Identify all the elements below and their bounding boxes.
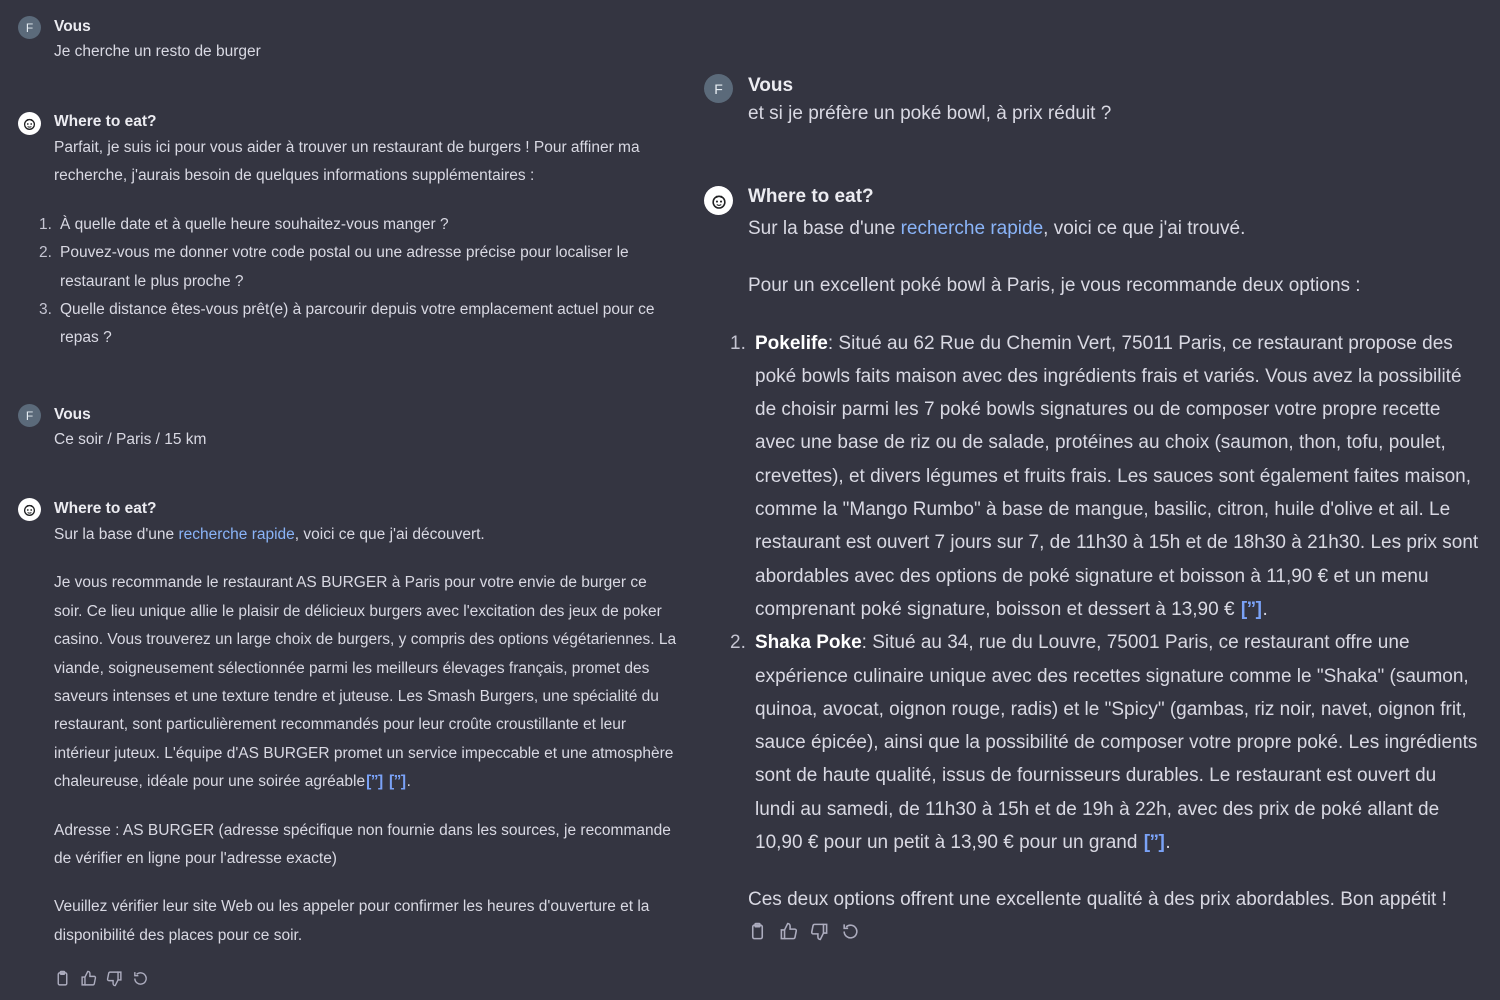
thumbs-up-icon xyxy=(779,922,798,941)
clipboard-icon xyxy=(54,970,71,987)
regenerate-button[interactable] xyxy=(132,970,149,987)
regenerate-button[interactable] xyxy=(841,922,860,941)
message-text: et si je préfère un poké bowl, à prix réduit ? xyxy=(748,103,1112,124)
thumbs-up-button[interactable] xyxy=(80,970,97,987)
citation-link[interactable]: [”] xyxy=(366,773,383,791)
refresh-icon xyxy=(841,922,860,941)
thumbs-up-button[interactable] xyxy=(779,922,798,941)
closing-paragraph: Ces deux options offrent une excellente qualité à des prix abordables. Bon appétit ! xyxy=(748,889,1447,911)
restaurant-list xyxy=(730,327,1480,860)
list-item: 1. À quelle date et à quelle heure souhaitez-vous manger ? xyxy=(39,215,449,233)
message-intro: Pour un excellent poké bowl à Paris, je vous recommande deux options : xyxy=(748,275,1361,297)
message-lead: Sur la base d'une recherche rapide, voici ce que j'ai trouvé. xyxy=(748,218,1246,239)
citation-link[interactable]: [”] xyxy=(1143,832,1165,854)
sender-name: Vous xyxy=(54,18,91,35)
thumbs-down-icon xyxy=(106,970,123,987)
thumbs-down-icon xyxy=(810,922,829,941)
list-item: 2. Shaka Poke: Situé au 34, rue du Louvre, 75001 Paris, ce restaurant offre une expérience culinaire unique avec des recettes signature comme le "Shaka" (saumon, quinoa, avocat, oignon rouge, radis) et le "Spicy" (gambas, riz noir, navet, oignon frit, sauce épicée), ainsi que la possibilité de composer votre propre poké. Les ingrédients sont de haute qualité, issus de fournisseurs durables. Le restaurant est ouvert du lundi au samedi, de 11h30 à 15h et de 19h à 22h, avec des prix de poké allant de 10,90 € pour un petit à 13,90 € pour un grand [”]. xyxy=(748,626,1480,859)
list-item: 1. Pokelife: Situé au 62 Rue du Chemin Vert, 75011 Paris, ce restaurant propose des poké bowls faits maison avec des ingrédients frais et variés. Vous avez la possibilité de choisir parmi les 7 poké bowls signatures ou de composer votre propre recette avec une base de riz ou de salade, protéines au choix (saumon, thon, tofu, poulet, crevettes), et divers légumes et fruits frais. Les sauces sont également faites maison, comme la "Mango Rumbo" à base de mangue, basilic, citron, huile d'olive et ail. Le restaurant est ouvert 7 jours sur 7, de 11h30 à 15h et de 18h30 à 21h30. Les prix sont abordables avec des options de poké signature et boisson à 11,90 € et un menu comprenant poké signature, boisson et dessert à 13,90 € [”]. xyxy=(748,327,1480,627)
list-item: 3. Quelle distance êtes-vous prêt(e) à parcourir depuis votre emplacement actuel pour ce repas ? xyxy=(39,301,655,347)
sender-name: Where to eat? xyxy=(54,500,157,517)
search-link[interactable]: recherche rapide xyxy=(900,218,1044,239)
thumbs-up-icon xyxy=(80,970,97,987)
question-list xyxy=(39,211,679,353)
message-body xyxy=(39,134,679,353)
bot-avatar xyxy=(18,498,41,521)
citation-link[interactable]: [”] xyxy=(388,773,406,791)
sender-name: Where to eat? xyxy=(748,186,874,207)
thumbs-down-button[interactable] xyxy=(106,970,123,987)
robot-icon xyxy=(22,502,37,517)
bot-avatar xyxy=(704,186,733,215)
message-text: Ce soir / Paris / 15 km xyxy=(54,431,207,448)
robot-icon xyxy=(22,116,37,131)
clipboard-icon xyxy=(748,922,767,941)
copy-button[interactable] xyxy=(54,970,71,987)
message-body xyxy=(730,212,1480,917)
list-item: 2. Pouvez-vous me donner votre code postal ou une adresse précise pour localiser le restaurant le plus proche ? xyxy=(39,244,629,290)
user-avatar: F xyxy=(18,404,41,427)
sender-name: Where to eat? xyxy=(54,113,157,130)
refresh-icon xyxy=(132,970,149,987)
message-lead: Sur la base d'une recherche rapide, voici ce que j'ai découvert. xyxy=(54,526,485,543)
user-avatar: F xyxy=(18,16,41,39)
message-actions xyxy=(748,922,860,941)
message-body xyxy=(54,521,679,950)
message-actions xyxy=(54,970,149,987)
message-intro: Parfait, je suis ici pour vous aider à trouver un restaurant de burgers ! Pour affiner ma recherche, j'aurais besoin de quelques informations supplémentaires : xyxy=(54,139,640,185)
restaurant-name: Pokelife xyxy=(755,332,828,354)
user-avatar: F xyxy=(704,74,733,103)
thumbs-down-button[interactable] xyxy=(810,922,829,941)
citation-link[interactable]: [”] xyxy=(1240,598,1262,620)
address-paragraph: Adresse : AS BURGER (adresse spécifique non fournie dans les sources, je recommande de vérifier en ligne pour l'adresse exacte) xyxy=(54,821,671,868)
recommendation-paragraph: Je vous recommande le restaurant AS BURGER à Paris pour votre envie de burger ce soir. Ce lieu unique allie le plaisir de délicieux burgers avec l'excitation des jeux de poker casino. Vous trouverez un large choix de burgers, y compris des options végétariennes. La viande, soigneusement sélectionnée parmi les meilleurs élevages français, promet des saveurs intenses et une texture tendre et juteuse. Les Smash Burgers, une spécialité du restaurant, sont particulièrement recommandés pour leur croûte croustillante et leur intérieur juteux. L'équipe d'AS BURGER promet un service impeccable et une atmosphère chaleureuse, idéale pour une soirée agréable[”] [”]. xyxy=(54,569,679,796)
sender-name: Vous xyxy=(748,75,794,96)
robot-icon xyxy=(710,192,728,210)
closing-paragraph: Veuillez vérifier leur site Web ou les appeler pour confirmer les heures d'ouverture et la disponibilité des places pour ce soir. xyxy=(54,898,650,944)
sender-name: Vous xyxy=(54,406,91,423)
message-text: Je cherche un resto de burger xyxy=(54,43,261,60)
copy-button[interactable] xyxy=(748,922,767,941)
restaurant-name: Shaka Poke xyxy=(755,632,862,654)
search-link[interactable]: recherche rapide xyxy=(178,526,295,543)
bot-avatar xyxy=(18,112,41,135)
